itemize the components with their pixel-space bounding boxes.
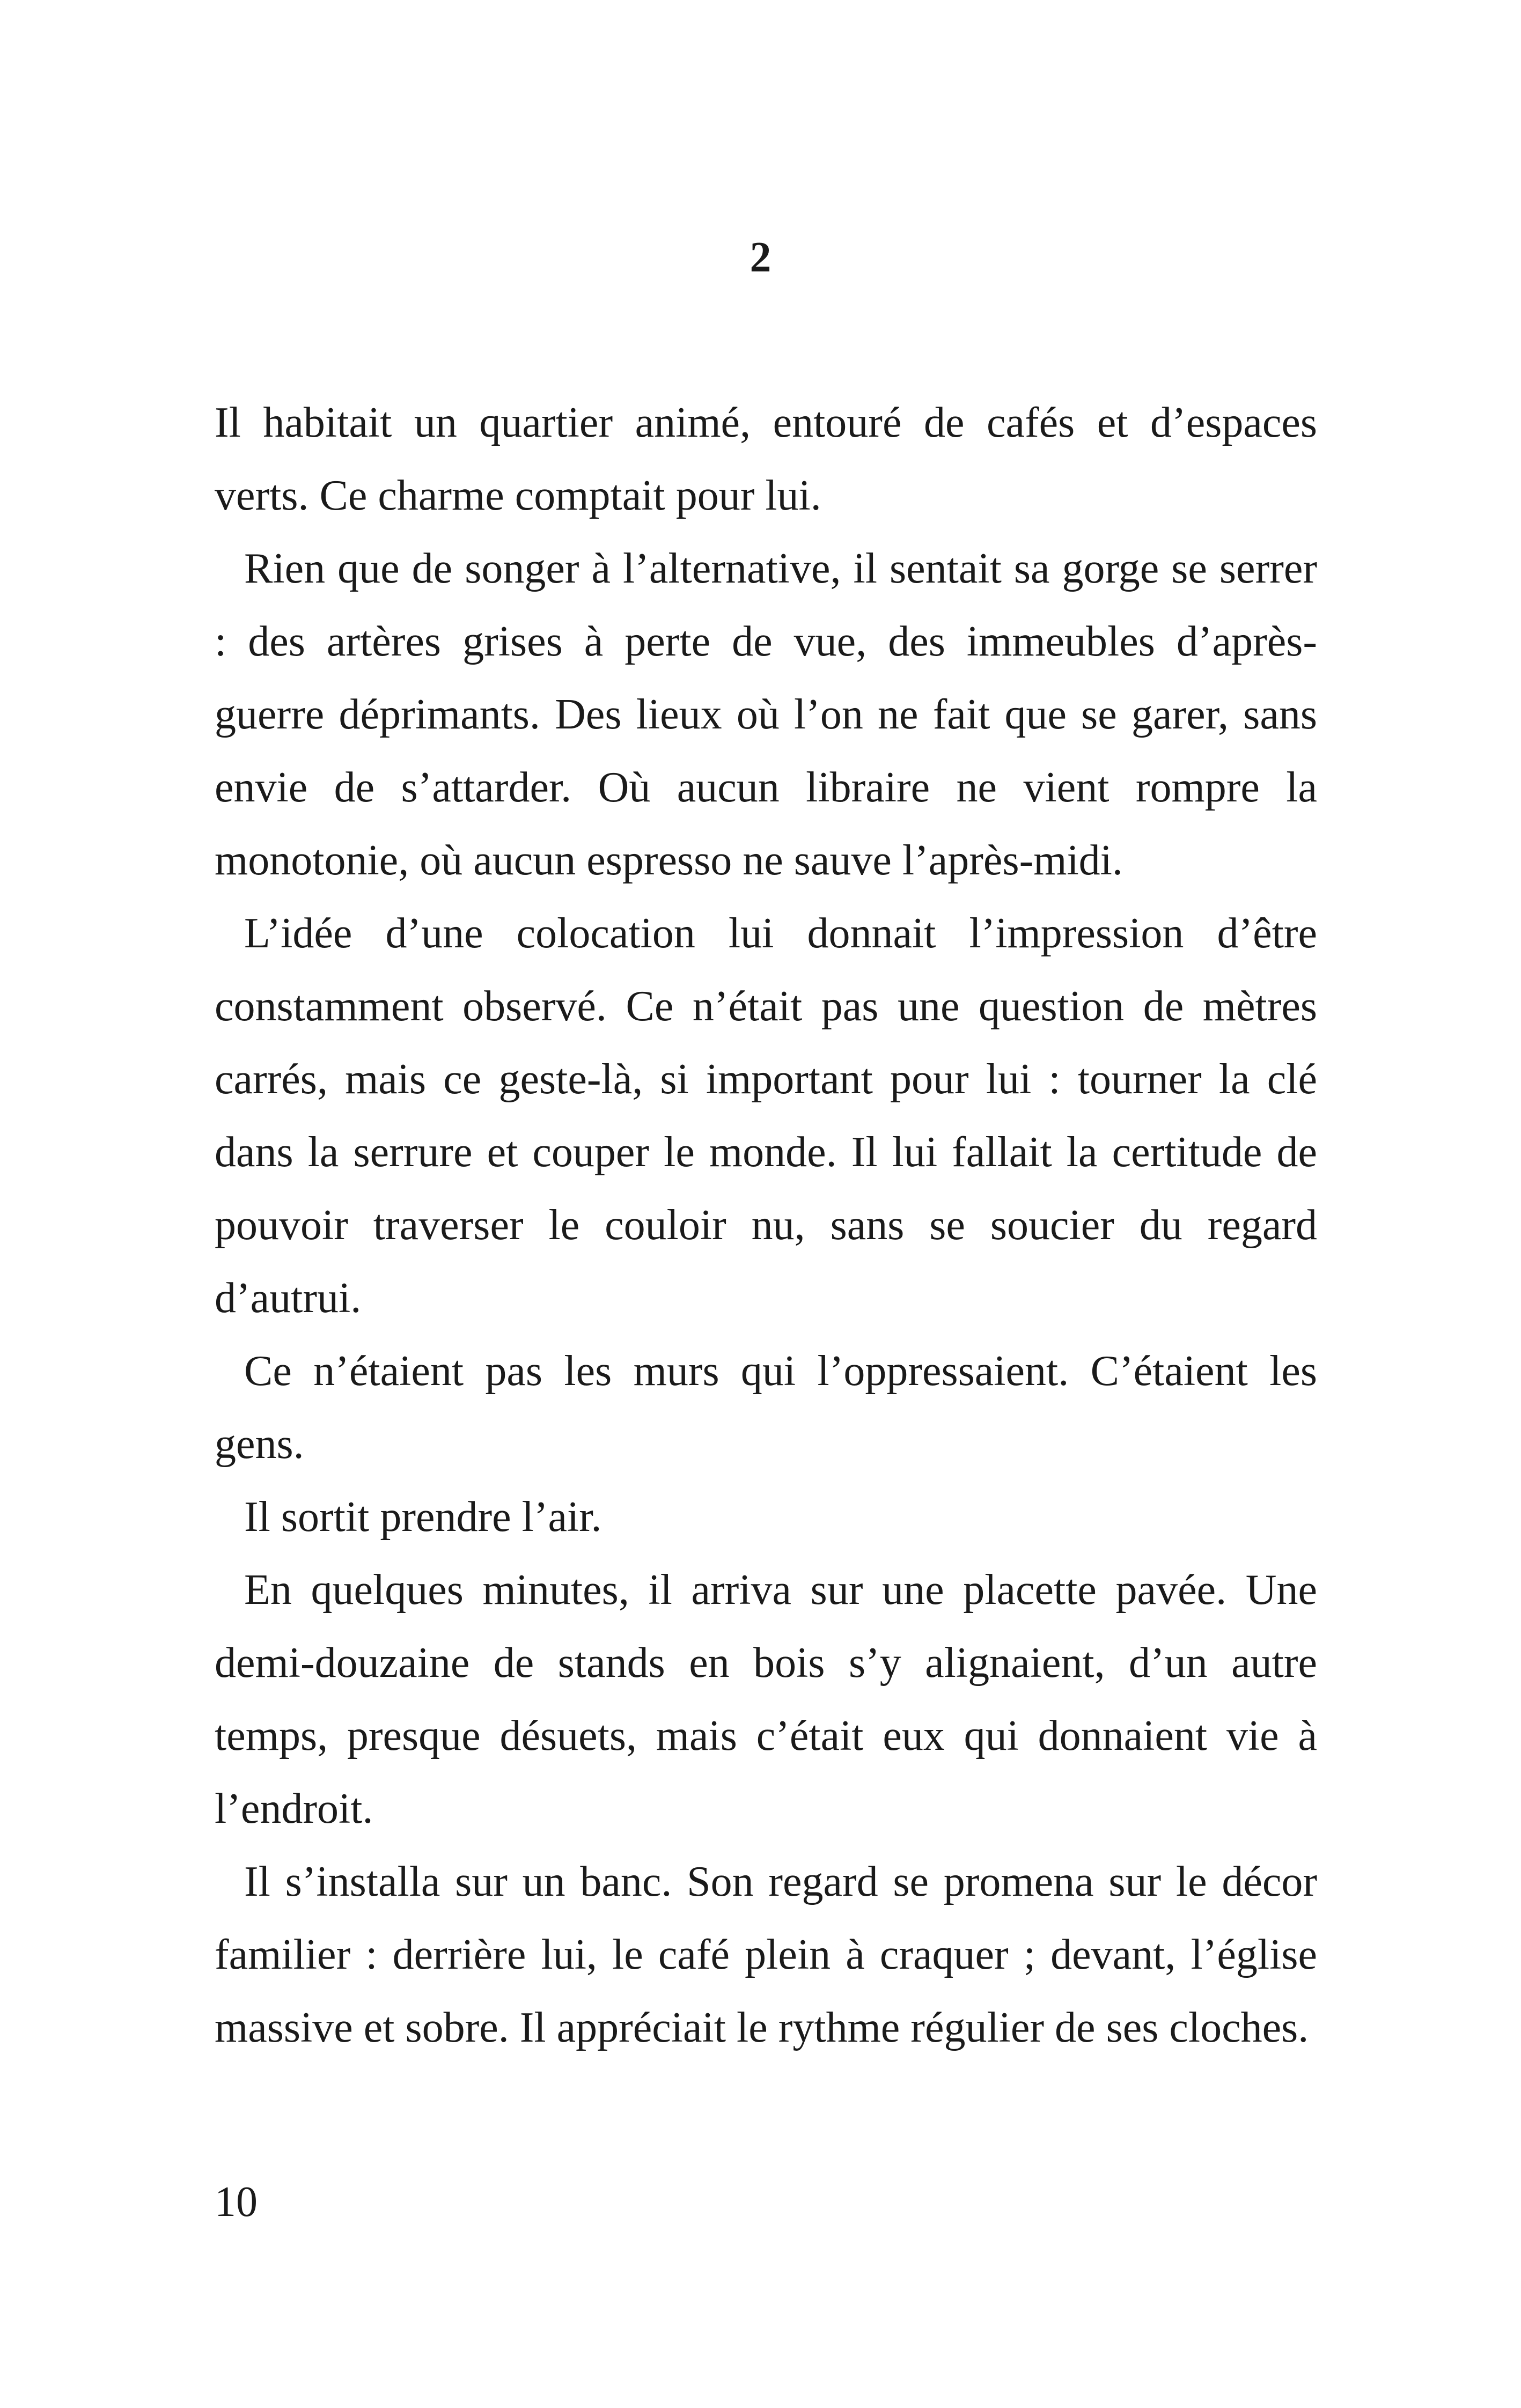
paragraph: Rien que de songer à l’alternative, il sentait sa gorge se serrer : des artères grises à perte de vue, des immeubles d’après-guerre déprimants. Des lieux où l’on ne fait que se garer, sans envie de s’attarder. Où aucun libraire ne vient rompre la monotonie, où aucun espresso ne sauve l’après-midi. — [215, 545, 1317, 884]
paragraph: En quelques minutes, il arriva sur une placette pavée. Une demi-douzaine de stands en bois s’y alignaient, d’un autre temps, presque désuets, mais c’était eux qui donnaient vie à l’endroit. — [215, 1566, 1317, 1832]
chapter-number: 2 — [750, 234, 771, 281]
page-number: 10 — [215, 2178, 258, 2226]
paragraph: L’idée d’une colocation lui donnait l’impression d’être constamment observé. Ce n’était pas une question de mètres carrés, mais ce geste-là, si important pour lui : tourner la clé dans la serrure et couper le monde. Il lui fallait la certitude de pouvoir traverser le couloir nu, sans se soucier du regard d’autrui. — [215, 910, 1317, 1322]
paragraph: Il s’installa sur un banc. Son regard se promena sur le décor familier : derrière lui, le café plein à craquer ; devant, l’église massive et sobre. Il appréciait le rythme régulier de ses cloches. — [215, 1858, 1317, 2051]
paragraph: Il sortit prendre l’air. — [244, 1493, 602, 1541]
paragraph: Il habitait un quartier animé, entouré de cafés et d’espaces verts. Ce charme comptait pour lui. — [215, 399, 1317, 519]
paragraph: Ce n’étaient pas les murs qui l’oppressaient. C’étaient les gens. — [215, 1347, 1317, 1468]
body-text — [215, 386, 1317, 2064]
